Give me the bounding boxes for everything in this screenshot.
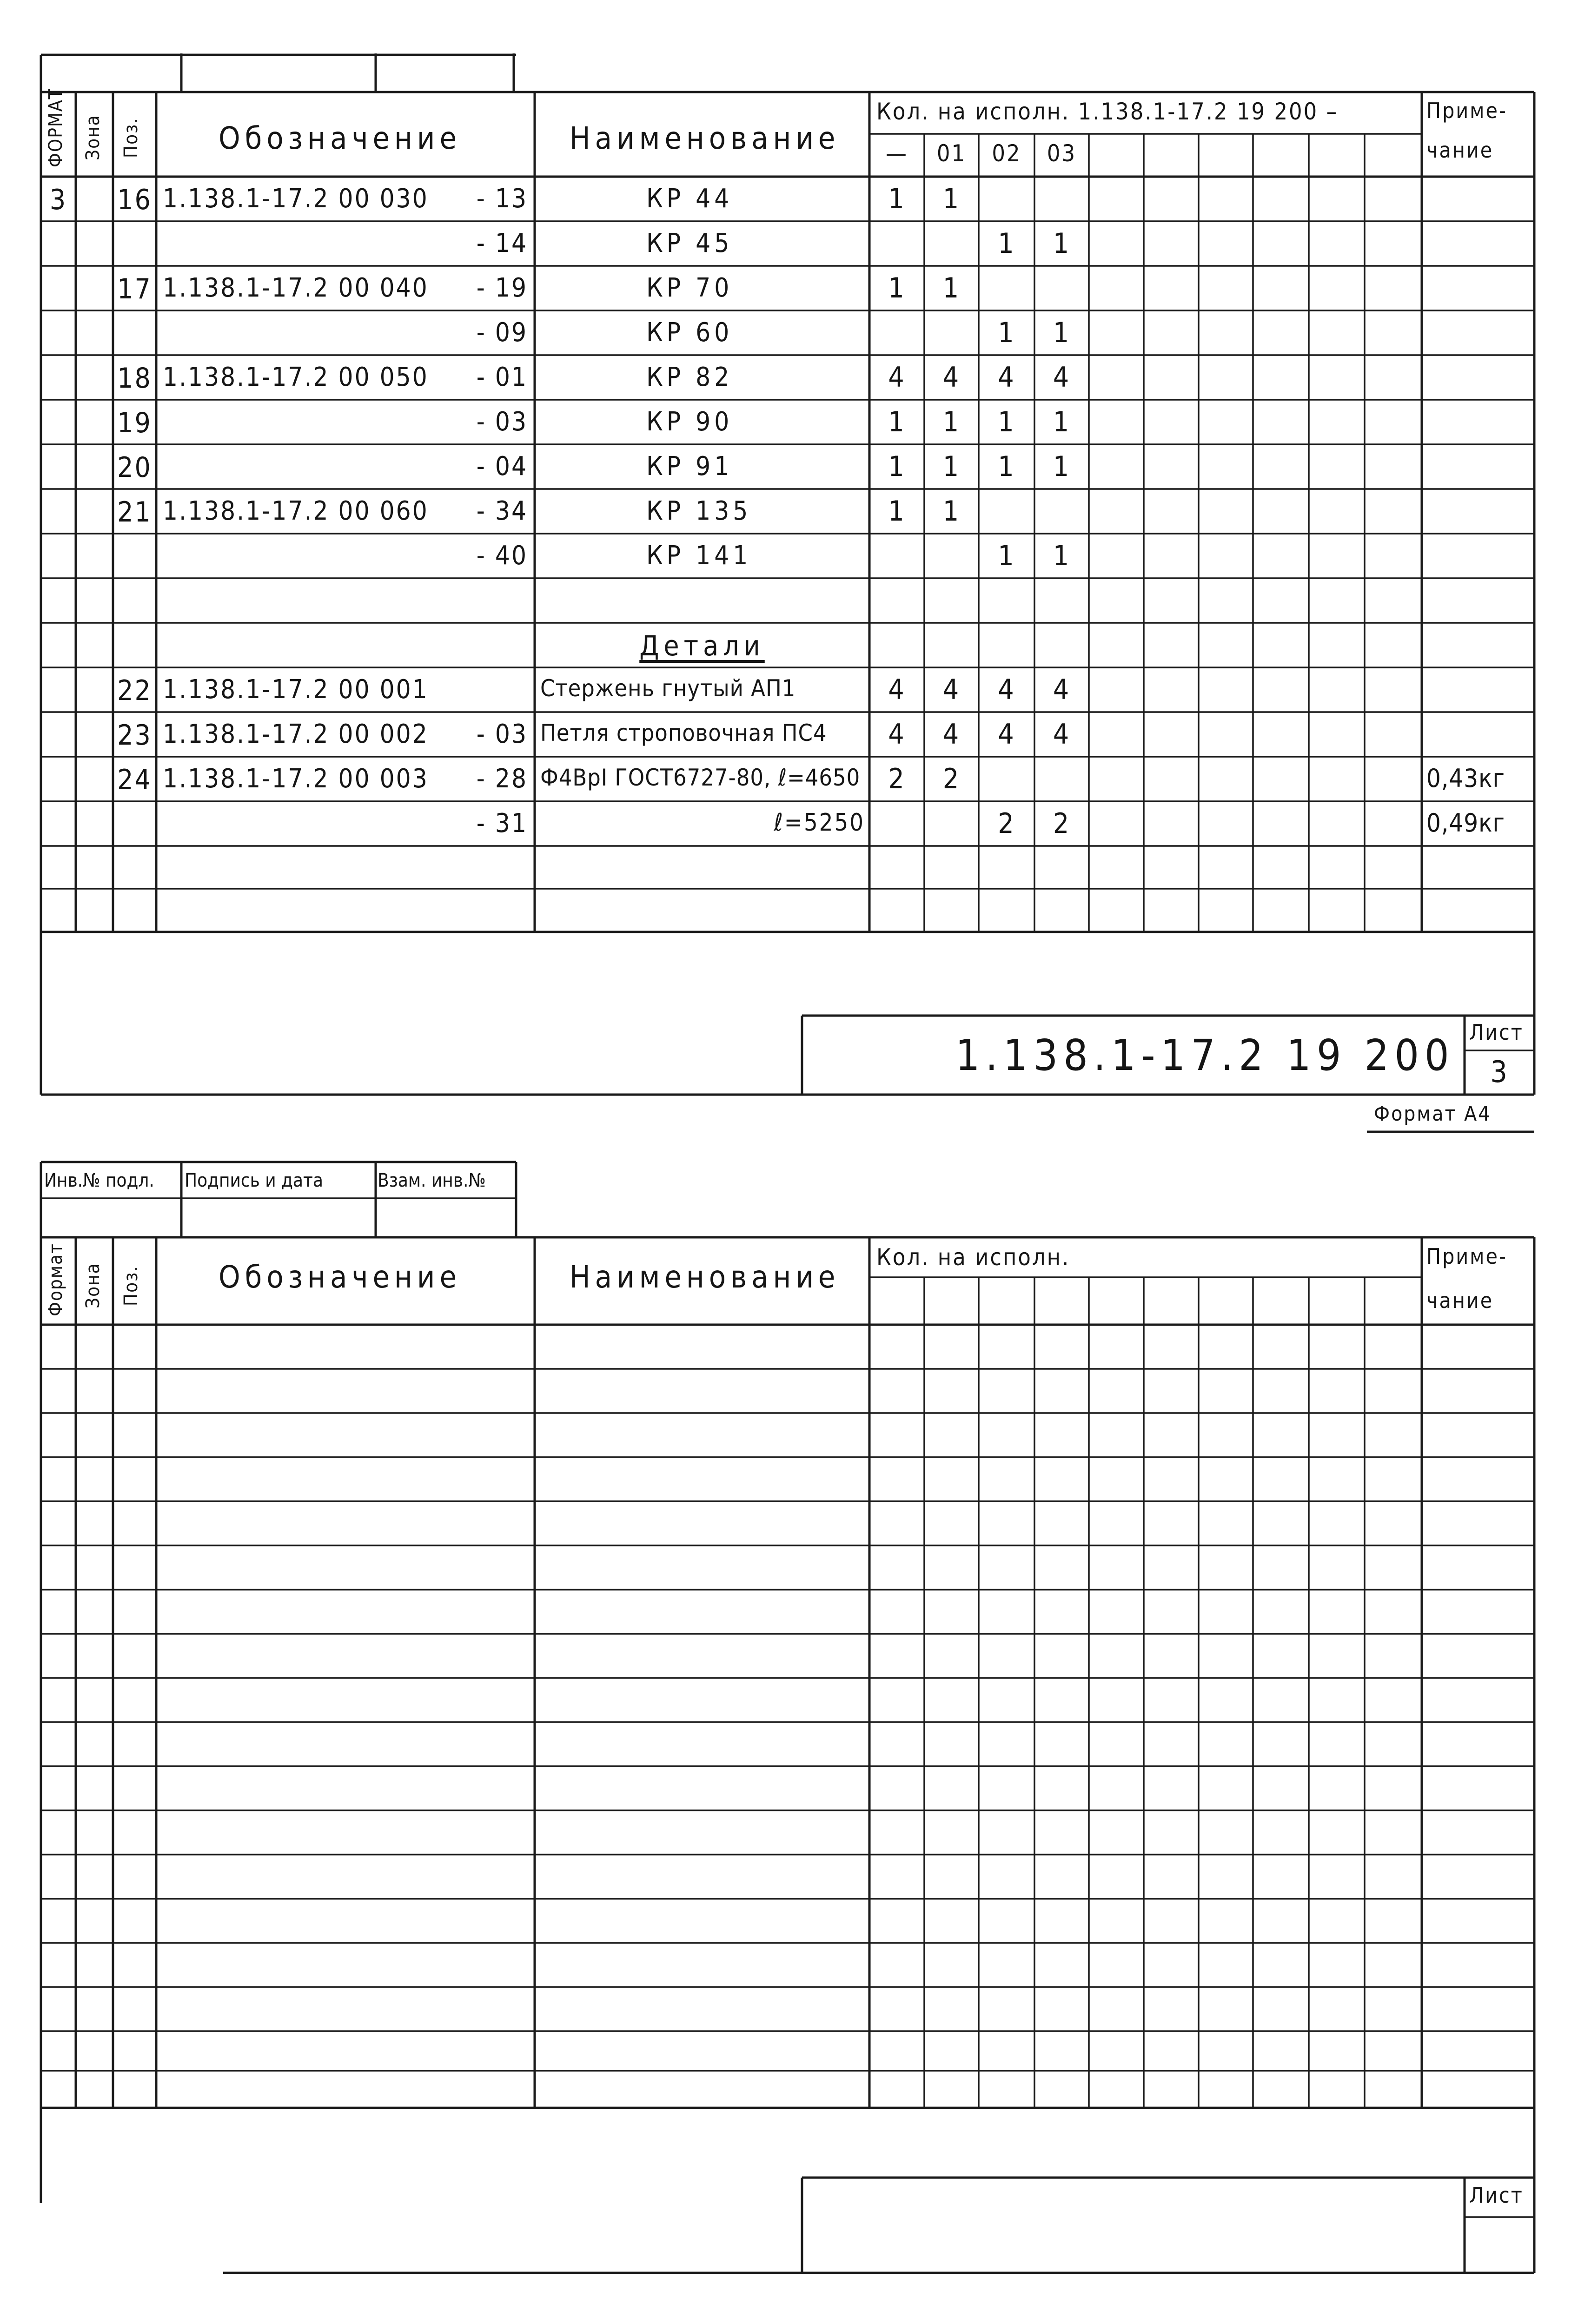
qty-cell: 1 — [1053, 317, 1071, 349]
row-code: 1.138.1-17.2 00 003 — [163, 764, 429, 794]
row-name: Стержень гнутый АП1 — [540, 675, 796, 702]
row-code: 1.138.1-17.2 00 040 — [163, 273, 429, 303]
qty-cell: 4 — [998, 673, 1015, 706]
qty-cell: 1 — [888, 450, 906, 483]
row-code: 1.138.1-17.2 00 050 — [163, 362, 429, 392]
qty-cell: 1 — [942, 272, 961, 304]
col-format-header: ФОРМАТ — [45, 88, 66, 167]
row-name: КР 82 — [646, 362, 733, 392]
row-pos: 20 — [117, 451, 152, 484]
qty-cell: 1 — [942, 406, 961, 438]
stamp-sign-date: Подпись и дата — [185, 1170, 324, 1191]
format-footer: Формат А4 — [1374, 1102, 1492, 1126]
col-pos-header: Поз. — [120, 1265, 142, 1306]
col-pos-header: Поз. — [120, 117, 142, 158]
row-suffix: - 03 — [476, 719, 528, 749]
qty-cell: 4 — [888, 673, 906, 706]
col-designation-header: Обозначение — [219, 120, 462, 156]
qty-cell: 1 — [942, 495, 961, 528]
row-pos: 21 — [117, 496, 152, 528]
qty-cell: 2 — [942, 763, 961, 795]
row-name: КР 91 — [646, 451, 733, 482]
qty-cell: 4 — [888, 718, 906, 751]
row-suffix: - 01 — [476, 362, 528, 392]
exec-header: 03 — [1047, 140, 1077, 167]
page2-grid — [41, 1162, 1534, 2273]
row-note: 0,49кг — [1426, 808, 1505, 838]
sheet-number: 3 — [1490, 1055, 1509, 1089]
qty-cell: 1 — [1053, 406, 1071, 438]
col-note-header-1: Приме- — [1426, 98, 1507, 123]
exec-header: 02 — [992, 140, 1021, 167]
row-suffix: - 14 — [476, 228, 528, 258]
qty-cell: 1 — [998, 317, 1015, 349]
row-name: КР 45 — [646, 228, 733, 258]
row-suffix: - 09 — [476, 317, 528, 348]
qty-cell: 2 — [1053, 807, 1071, 840]
row-code: 1.138.1-17.2 00 001 — [163, 674, 429, 705]
qty-cell: 4 — [998, 718, 1015, 751]
qty-cell: 1 — [888, 272, 906, 304]
qty-cell: 1 — [998, 406, 1015, 438]
row-pos: 16 — [117, 184, 152, 216]
qty-cell: 1 — [888, 495, 906, 528]
qty-cell: 4 — [998, 361, 1015, 394]
row-suffix: - 40 — [476, 541, 528, 571]
qty-cell: 1 — [1053, 540, 1071, 572]
col-note-header-2: чание — [1426, 138, 1494, 163]
exec-header: 01 — [936, 140, 967, 167]
qty-cell: 4 — [1053, 673, 1071, 706]
row-suffix: - 34 — [476, 496, 528, 526]
col-format-header: Формат — [45, 1243, 66, 1316]
row-name: КР 44 — [646, 184, 733, 214]
col-designation-header: Обозначение — [219, 1259, 462, 1295]
qty-cell: 1 — [1053, 227, 1071, 260]
row-suffix: - 03 — [476, 407, 528, 437]
col-zone-header: Зона — [82, 1262, 104, 1308]
row-pos: 19 — [117, 407, 152, 439]
row-name: Петля строповочная ПС4 — [540, 720, 827, 746]
stamp-replace-inv: Взам. инв.№ — [378, 1170, 486, 1191]
row-suffix: - 19 — [476, 273, 528, 303]
qty-cell: 2 — [998, 807, 1015, 840]
row-name: ℓ=5250 — [774, 809, 865, 837]
row-pos: 24 — [117, 764, 152, 796]
qty-cell: 1 — [998, 227, 1015, 260]
row-suffix: - 28 — [476, 764, 528, 794]
col-zone-header: Зона — [82, 114, 104, 160]
row-name: КР 60 — [646, 317, 733, 348]
col-note-header-2: чание — [1426, 1288, 1494, 1313]
qty-cell: 1 — [942, 450, 961, 483]
sheet-label: Лист — [1469, 2183, 1524, 2208]
row-name: КР 70 — [646, 273, 733, 303]
section-title: Детали — [639, 630, 765, 662]
qty-cell: 4 — [942, 361, 961, 394]
qty-cell: 4 — [942, 673, 961, 706]
col-name-header: Наименование — [570, 1259, 840, 1295]
row-pos: 23 — [117, 719, 152, 752]
page1-grid — [41, 53, 1534, 1132]
row-pos: 18 — [117, 362, 152, 395]
exec-header: — — [886, 140, 908, 167]
row-suffix: - 13 — [476, 184, 528, 214]
row-code: 1.138.1-17.2 00 060 — [163, 496, 429, 526]
stamp-inv-sub: Инв.№ подл. — [44, 1170, 154, 1191]
qty-cell: 2 — [888, 763, 906, 795]
col-qty-header: Кол. на исполн. — [876, 1244, 1070, 1271]
col-name-header: Наименование — [570, 120, 840, 156]
row-suffix: - 04 — [476, 451, 528, 482]
qty-cell: 1 — [1053, 450, 1071, 483]
row-pos: 17 — [117, 273, 152, 305]
row-note: 0,43кг — [1426, 764, 1505, 793]
row-name: КР 135 — [646, 496, 752, 526]
qty-cell: 1 — [998, 450, 1015, 483]
row-name: КР 141 — [646, 541, 752, 571]
qty-cell: 1 — [942, 183, 961, 215]
row-code: 1.138.1-17.2 00 030 — [163, 184, 429, 214]
row-code: 1.138.1-17.2 00 002 — [163, 719, 429, 749]
qty-cell: 4 — [888, 361, 906, 394]
qty-cell: 1 — [998, 540, 1015, 572]
qty-cell: 4 — [1053, 718, 1071, 751]
row-suffix: - 31 — [476, 808, 528, 838]
col-note-header-1: Приме- — [1426, 1244, 1507, 1269]
qty-cell: 1 — [888, 183, 906, 215]
doc-number: 1.138.1-17.2 19 200 — [955, 1030, 1455, 1080]
format-mark: 3 — [49, 184, 67, 216]
qty-cell: 4 — [942, 718, 961, 751]
qty-cell: 1 — [888, 406, 906, 438]
row-name: Ф4ВрI ГОСТ6727-80, ℓ=4650 — [540, 764, 861, 791]
qty-cell: 4 — [1053, 361, 1071, 394]
sheet-label: Лист — [1469, 1020, 1524, 1045]
col-qty-header: Кол. на исполн. 1.138.1-17.2 19 200 – — [876, 98, 1339, 125]
row-name: КР 90 — [646, 407, 733, 437]
row-pos: 22 — [117, 674, 152, 707]
